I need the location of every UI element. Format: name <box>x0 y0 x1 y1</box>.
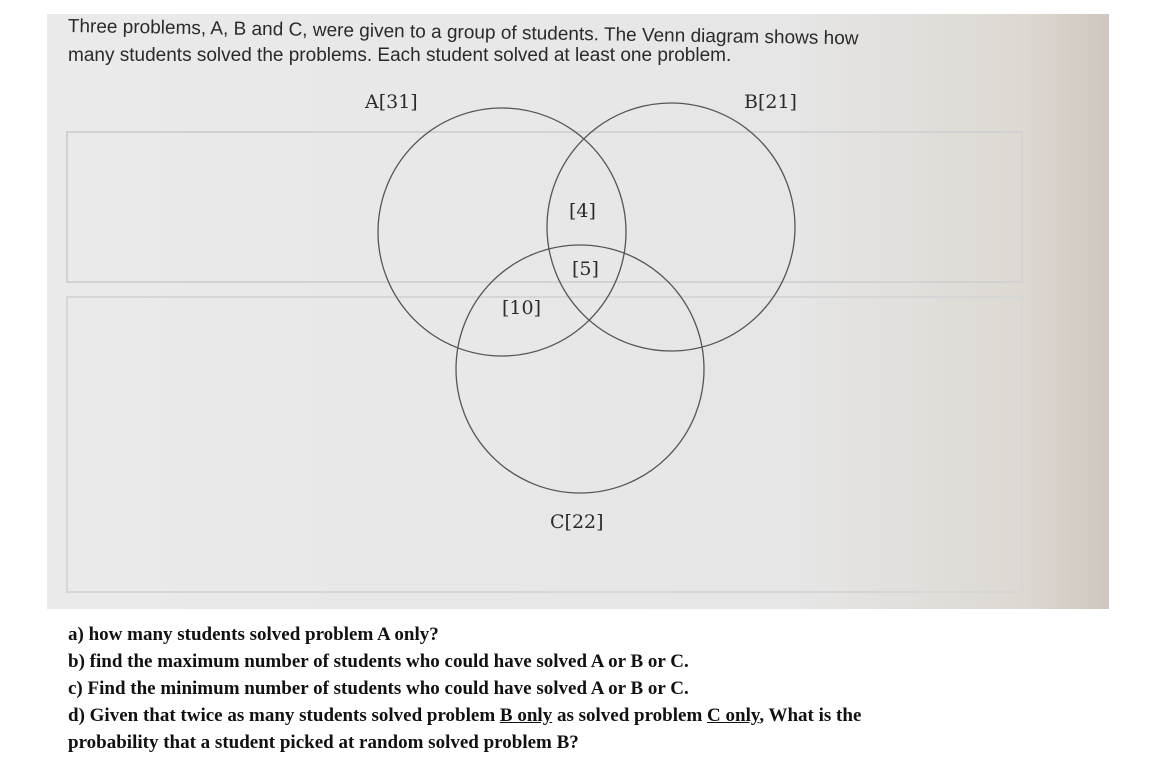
set-a-label: A[31] <box>365 91 418 113</box>
set-b-circle <box>547 103 795 351</box>
question-d-text-1: d) Given that twice as many students solved problem <box>68 705 500 726</box>
question-d-text-3: , What is the <box>759 705 862 726</box>
c-only-underlined: C only <box>707 705 760 726</box>
question-d-line-1 <box>68 702 1158 729</box>
workbook-box-faint <box>67 297 1022 592</box>
region-a-b-only-label: [4] <box>569 200 596 222</box>
problem-intro-line-2: many students solved the problems. Each student solved at least one problem. <box>68 45 732 66</box>
region-a-c-only-label: [10] <box>502 297 542 319</box>
region-a-b-c-label: [5] <box>572 258 599 280</box>
question-list <box>68 621 1158 756</box>
question-d-line-2: probability that a student picked at random solved problem B? <box>68 732 579 753</box>
workbook-box-faint <box>67 132 1022 282</box>
textbook-photo <box>47 14 1109 609</box>
set-b-label: B[21] <box>744 91 797 113</box>
question-d-text-2: as solved problem <box>552 705 708 726</box>
problem-intro-line-1: Three problems, A, B and C, were given to a group of students. The Venn diagram shows how <box>67 16 859 50</box>
b-only-underlined: B only <box>499 705 553 726</box>
question-b: b) find the maximum number of students who could have solved A or B or C. <box>68 651 689 672</box>
question-c: c) Find the minimum number of students who could have solved A or B or C. <box>68 678 689 699</box>
question-a: a) how many students solved problem A only? <box>68 624 439 645</box>
set-c-label: C[22] <box>550 511 604 533</box>
